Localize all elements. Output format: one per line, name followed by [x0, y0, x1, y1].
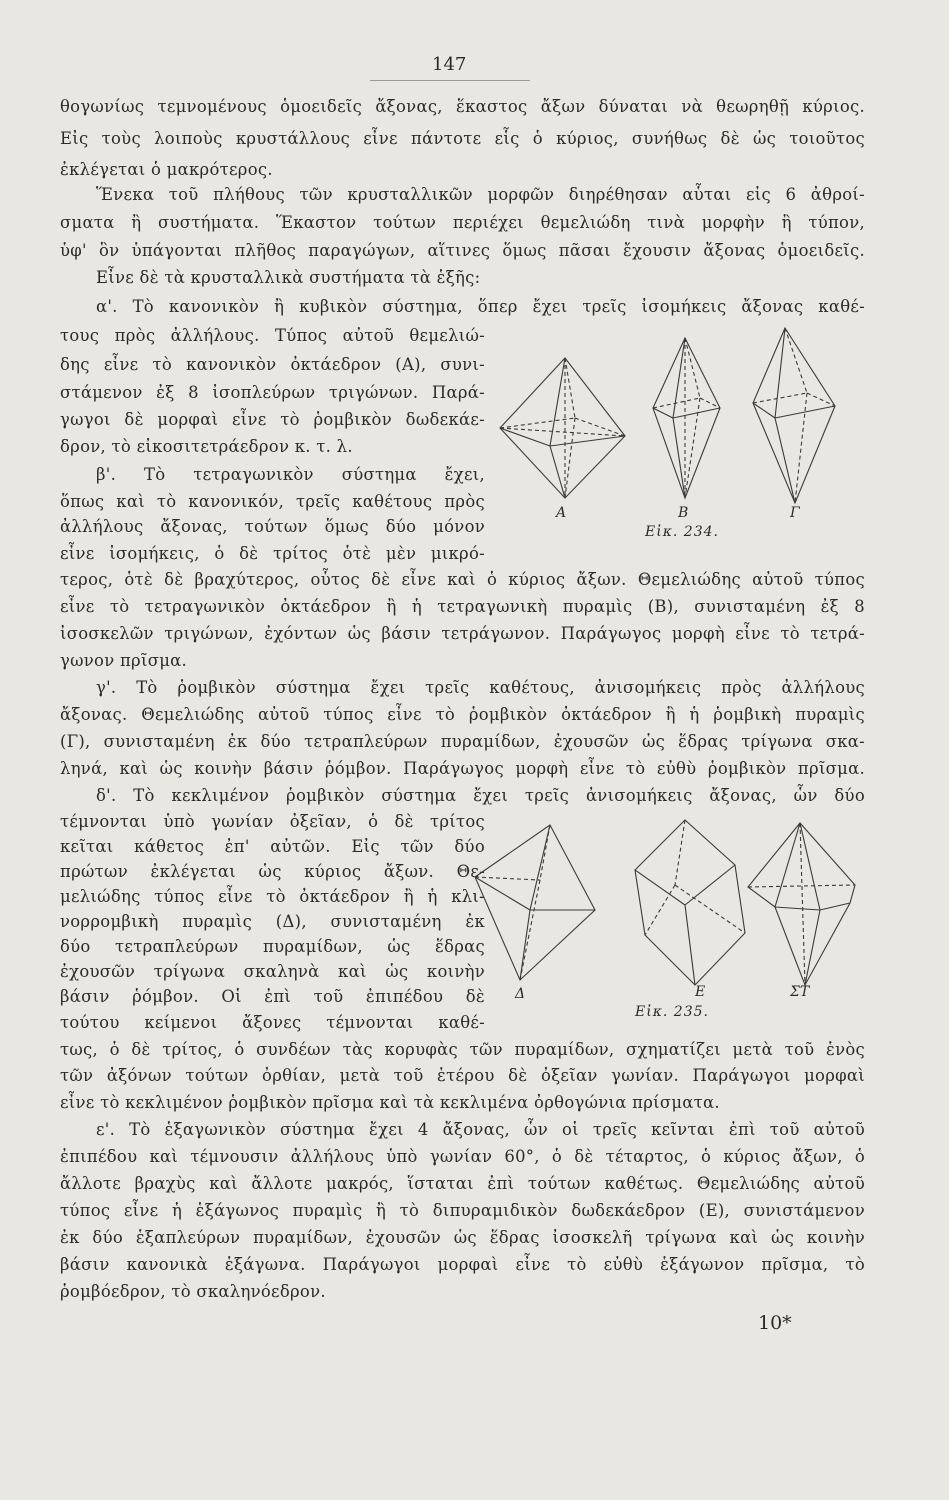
- text-line: σματα ἢ συστήματα. Ἕκαστον τούτων περιέχει θεμελιώδη τινὰ μορφὴν ἢ τύπον,: [60, 213, 865, 232]
- figure-235: [470, 815, 860, 994]
- text-line: νορρομβικὴ πυραμὶς (Δ), συνισταμένη ἐκ: [60, 912, 485, 931]
- figure-235-label-st: ΣΤ: [790, 984, 810, 1000]
- figure-234-label-g: Γ: [790, 505, 800, 521]
- text-line: Εἰς τοὺς λοιποὺς κρυστάλλους εἶνε πάντοτε εἷς ὁ κύριος, συνήθως δὲ ὡς τοιοῦτος: [60, 129, 865, 148]
- text-line: α'. Τὸ κανονικὸν ἢ κυβικὸν σύστημα, ὅπερ ἔχει τρεῖς ἰσομήκεις ἄξονας καθέ-: [96, 297, 865, 316]
- text-line: γωγοι δὲ μορφαὶ εἶνε τὸ ῥομβικὸν δωδεκάε-: [60, 410, 485, 429]
- text-line: ὑφ' ὃν ὑπάγονται πλῆθος παραγώγων, αἵτινες ὅμως πᾶσαι ἔχουσιν ἄξονας ὁμοειδεῖς.: [60, 241, 865, 260]
- page-number: 147: [432, 54, 467, 75]
- octahedron-b-outline: [653, 338, 720, 498]
- text-line: ἀλλήλους ἄξονας, τούτων ὅμως δύο μόνον: [60, 517, 485, 536]
- figure-234-drawing: [495, 318, 845, 518]
- text-line: τερος, ὁτὲ δὲ βραχύτερος, οὗτος δὲ εἶνε καὶ ὁ κύριος ἄξων. Θεμελιώδης αὐτοῦ τύπος: [60, 570, 865, 589]
- text-line: τύπος εἶνε ἡ ἑξάγωνος πυραμὶς ἢ τὸ διπυραμιδικὸν δωδεκάεδρον (Ε), συνιστάμενον: [60, 1201, 865, 1220]
- text-line: ληνά, καὶ ὡς κοινὴν βάσιν ῥόμβον. Παράγωγος μορφὴ εἶνε τὸ εὐθὺ ῥομβικὸν πρῖσμα.: [60, 759, 865, 778]
- text-line: ὅπως καὶ τὸ κανονικόν, τρεῖς καθέτους πρὸς: [60, 492, 485, 511]
- text-line: δύο τετραπλεύρων πυραμίδων, ὡς ἕδρας: [60, 937, 485, 956]
- dipyramid-st-outline: [748, 823, 855, 985]
- text-line: (Γ), συνισταμένη ἐκ δύο τετραπλεύρων πυραμίδων, ἐχουσῶν ὡς ἕδρας τρίγωνα σκα-: [60, 732, 865, 751]
- figure-235-caption: Εἰκ. 235.: [635, 1004, 709, 1020]
- figure-235-label-e: Ε: [695, 984, 706, 1000]
- figure-234-caption: Εἰκ. 234.: [645, 524, 719, 540]
- text-line: θογωνίως τεμνομένους ὁμοειδεῖς ἄξονας, ἕκαστος ἄξων δύναται νὰ θεωρηθῇ κύριος.: [60, 97, 865, 116]
- text-line: εἶνε τὸ τετραγωνικὸν ὀκτάεδρον ἢ ἡ τετραγωνικὴ πυραμὶς (Β), συνισταμένη ἐξ 8: [60, 597, 865, 616]
- text-line: τέμνονται ὑπὸ γωνίαν ὀξεῖαν, ὁ δὲ τρίτος: [60, 812, 485, 831]
- text-line: στάμενον ἐξ 8 ἰσοπλεύρων τριγώνων. Παρά-: [60, 383, 485, 402]
- text-line: ἰσοσκελῶν τριγώνων, ἐχόντων ὡς βάσιν τετράγωνον. Παράγωγος μορφὴ εἶνε τὸ τετρά-: [60, 624, 865, 643]
- text-line: ἐπιπέδου καὶ τέμνουσιν ἀλλήλους ὑπὸ γωνίαν 60°, ὁ δὲ τέταρτος, ὁ κύριος ἄξων, ὁ: [60, 1147, 865, 1166]
- figure-235-drawing: [470, 815, 860, 990]
- figure-235-label-d: Δ: [515, 986, 526, 1002]
- signature-mark: 10*: [758, 1312, 792, 1334]
- text-line: τούτου κείμενοι ἄξονες τέμνονται καθέ-: [60, 1013, 485, 1032]
- text-line: γωνον πρῖσμα.: [60, 651, 188, 670]
- text-line: βάσιν κανονικὰ ἑξάγωνα. Παράγωγοι μορφαὶ εἶνε τὸ εὐθὺ ἑξάγωνον πρῖσμα, τὸ: [60, 1255, 865, 1274]
- figure-234-label-a: Α: [556, 505, 567, 521]
- page-number-rule: [370, 80, 530, 81]
- text-line: βάσιν ῥόμβον. Οἱ ἐπὶ τοῦ ἐπιπέδου δὲ: [60, 987, 485, 1006]
- octahedron-g-outline: [753, 328, 835, 503]
- text-line: γ'. Τὸ ῥομβικὸν σύστημα ἔχει τρεῖς καθέτους, ἀνισομήκεις πρὸς ἀλλήλους: [96, 678, 865, 697]
- text-line: Εἶνε δὲ τὰ κρυσταλλικὰ συστήματα τὰ ἑξῆς:: [96, 268, 481, 287]
- text-line: ἐχουσῶν τρίγωνα σκαληνὰ καὶ ὡς κοινὴν: [60, 962, 485, 981]
- text-line: ἐκ δύο ἑξαπλεύρων πυραμίδων, ἐχουσῶν ὡς ἕδρας ἰσοσκελῆ τρίγωνα καὶ ὡς κοινὴν: [60, 1228, 865, 1247]
- text-line: ἄλλοτε βραχὺς καὶ ἄλλοτε μακρός, ἵσταται ἐπὶ τούτων καθέτως. Θεμελιώδης αὐτοῦ: [60, 1174, 865, 1193]
- text-line: μελιώδης τύπος εἶνε τὸ ὀκτάεδρον ἢ ἡ κλι-: [60, 887, 485, 906]
- text-line: ἐκλέγεται ὁ μακρότερος.: [60, 160, 273, 179]
- text-line: τως, ὁ δὲ τρίτος, ὁ συνδέων τὰς κορυφὰς τῶν πυραμίδων, σχηματίζει μετὰ τοῦ ἑνὸς: [60, 1040, 865, 1059]
- octahedron-a-outline: [500, 358, 625, 498]
- text-line: δ'. Τὸ κεκλιμένον ῥομβικὸν σύστημα ἔχει τρεῖς ἀνισομήκεις ἄξονας, ὧν δύο: [96, 786, 865, 805]
- text-line: ε'. Τὸ ἑξαγωνικὸν σύστημα ἔχει 4 ἄξονας, ὧν οἱ τρεῖς κεῖνται ἐπὶ τοῦ αὐτοῦ: [96, 1120, 865, 1139]
- text-line: εἶνε ἰσομήκεις, ὁ δὲ τρίτος ὁτὲ μὲν μικρό-: [60, 544, 485, 563]
- text-line: πρώτων ἐκλέγεται ὡς κύριος ἄξων. Θε-: [60, 862, 485, 881]
- text-line: β'. Τὸ τετραγωνικὸν σύστημα ἔχει,: [96, 465, 485, 484]
- text-line: τῶν ἀξόνων τούτων ὀρθίαν, μετὰ τοῦ ἑτέρου δὲ ὀξεῖαν γωνίαν. Παράγωγοι μορφαὶ: [60, 1066, 865, 1085]
- text-line: εἶνε τὸ κεκλιμένον ῥομβικὸν πρῖσμα καὶ τὰ κεκλιμένα ὀρθογώνια πρίσματα.: [60, 1093, 720, 1112]
- text-line: Ἕνεκα τοῦ πλήθους τῶν κρυσταλλικῶν μορφῶν διηρέθησαν αὗται εἰς 6 ἀθροί-: [96, 185, 865, 204]
- prism-e-outline: [635, 820, 745, 985]
- text-line: τους πρὸς ἀλλήλους. Τύπος αὐτοῦ θεμελιώ-: [60, 326, 485, 345]
- figure-234: [495, 318, 845, 522]
- text-line: ἄξονας. Θεμελιώδης αὐτοῦ τύπος εἶνε τὸ ῥομβικὸν ὀκτάεδρον ἢ ἡ ῥομβικὴ πυραμὶς: [60, 705, 865, 724]
- text-line: δρον, τὸ εἰκοσιτετράεδρον κ. τ. λ.: [60, 437, 353, 456]
- figure-234-label-b: Β: [678, 505, 689, 521]
- text-line: ῥομβόεδρον, τὸ σκαληνόεδρον.: [60, 1282, 326, 1301]
- text-line: κεῖται κάθετος ἐπ' αὐτῶν. Εἰς τῶν δύο: [60, 837, 485, 856]
- text-line: δης εἶνε τὸ κανονικὸν ὀκτάεδρον (Α), συνι-: [60, 355, 485, 374]
